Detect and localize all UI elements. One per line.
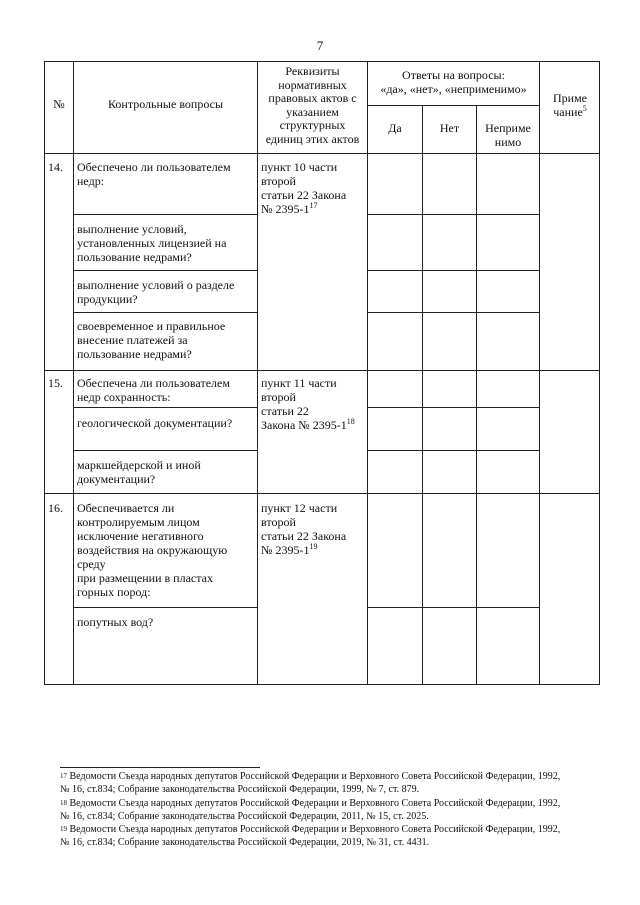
col-divider xyxy=(422,105,423,685)
header-yes: Да xyxy=(388,121,402,135)
text-line: статьи 22 xyxy=(261,404,309,418)
checklist-table xyxy=(44,61,600,685)
text-line: воздействия на окружающую xyxy=(77,543,228,557)
footnote-separator xyxy=(60,767,260,768)
text-line: правовых актов с xyxy=(268,91,357,105)
row-14-number: 14. xyxy=(48,160,63,174)
footnote-mark: 18 xyxy=(60,799,67,807)
act-reference xyxy=(261,376,365,432)
text-line: чание xyxy=(553,105,583,119)
header-requisites xyxy=(258,65,367,146)
q-line xyxy=(74,407,257,408)
text-line: пункт 11 части xyxy=(261,376,337,390)
page-number: 7 xyxy=(316,38,324,53)
question-text xyxy=(77,160,255,188)
row-15-bottom-line xyxy=(44,493,600,494)
text-line: пользование недрами? xyxy=(77,250,192,264)
text-line: № 2395-1 xyxy=(261,543,310,557)
text-line: маркшейдерской и иной xyxy=(77,458,201,472)
text-line: при размещении в пластах xyxy=(77,571,213,585)
a-line xyxy=(367,214,539,215)
text-line: горных пород: xyxy=(77,585,151,599)
text-line: второй xyxy=(261,174,296,188)
text-line: структурных xyxy=(279,118,346,132)
question-text xyxy=(77,458,255,486)
text-line: указанием xyxy=(286,104,339,119)
question-text xyxy=(77,501,255,599)
text-line: попутных вод? xyxy=(77,615,154,629)
footnote-reference: 18 xyxy=(346,417,355,426)
text-line: внесение платежей за xyxy=(77,333,188,347)
answers-subheader-line xyxy=(367,105,539,106)
text-line: № 2395-1 xyxy=(261,202,310,216)
text-line: Закона № 2395-1 xyxy=(261,418,347,432)
header-questions: Контрольные вопросы xyxy=(107,97,224,111)
question-text xyxy=(77,615,255,629)
col-divider xyxy=(539,61,540,685)
text-line: Обеспечивается ли xyxy=(77,501,175,515)
row-14-bottom-line xyxy=(44,370,600,371)
text-line: Обеспечена ли пользователем xyxy=(77,376,230,390)
q-line xyxy=(74,312,257,313)
text-line: № 16, ст.834; Собрание законодательства Российской Федерации, 2011, № 15, ст. 2025. xyxy=(60,810,429,822)
footnote-mark: 19 xyxy=(60,825,67,833)
header-not-applicable xyxy=(477,121,539,149)
text-line: статьи 22 Закона xyxy=(261,529,347,543)
q-line xyxy=(74,450,257,451)
question-text xyxy=(77,319,255,361)
q-line xyxy=(74,214,257,215)
col-divider xyxy=(73,61,74,685)
text-line: Ведомости Съезда народных депутатов Российской Федерации и Верховного Совета Российской Федерации, 1992, xyxy=(69,798,561,809)
text-line: документации? xyxy=(77,472,156,486)
text-line: своевременное и правильное xyxy=(77,319,226,333)
text-line: Ведомости Съезда народных депутатов Российской Федерации и Верховного Совета Российской Федерации, 1992, xyxy=(69,771,561,782)
text-line: нормативных xyxy=(278,77,347,92)
question-text xyxy=(77,416,255,430)
text-line: пункт 10 части xyxy=(261,160,338,174)
footnote xyxy=(60,771,605,796)
text-line: недр: xyxy=(77,174,105,188)
text-line: недр сохранность: xyxy=(77,390,171,404)
footnote xyxy=(60,824,605,849)
q-line xyxy=(74,270,257,271)
text-line: статьи 22 Закона xyxy=(261,188,347,202)
text-line: «да», «нет», «неприменимо» xyxy=(380,82,527,96)
footnote xyxy=(60,798,605,823)
text-line: Ведомости Съезда народных депутатов Российской Федерации и Верховного Совета Российской Федерации, 1992, xyxy=(69,824,561,835)
text-line: Неприме xyxy=(485,121,531,135)
text-line: нимо xyxy=(494,135,522,149)
text-line: второй xyxy=(261,390,296,404)
text-line: № 16, ст.834; Собрание законодательства Российской Федерации, 2019, № 31, ст. 4431. xyxy=(60,836,430,848)
act-reference xyxy=(261,160,365,216)
row-15-number: 15. xyxy=(48,376,63,390)
col-divider xyxy=(367,61,368,685)
row-16-number: 16. xyxy=(48,501,63,515)
text-line: выполнение условий, xyxy=(77,222,187,236)
text-line: исключение негативного xyxy=(77,529,204,543)
footnote-mark: 17 xyxy=(60,772,67,780)
header-note xyxy=(540,91,600,119)
a-line xyxy=(367,270,539,271)
footnote-reference: 19 xyxy=(309,542,318,551)
footnote-reference: 5 xyxy=(582,104,587,113)
table-border-top xyxy=(44,61,600,62)
a-line xyxy=(367,312,539,313)
text-line: среду xyxy=(77,557,106,571)
text-line: продукции? xyxy=(77,292,138,306)
text-line: Реквизиты xyxy=(285,64,340,78)
header-bottom-line xyxy=(44,153,600,154)
a-line xyxy=(367,450,539,451)
a-line xyxy=(367,407,539,408)
text-line: установленных лицензией на xyxy=(77,236,227,250)
text-line: пункт 12 части xyxy=(261,501,338,515)
q-line xyxy=(74,607,257,608)
header-number: № xyxy=(53,97,65,111)
text-line: геологической документации? xyxy=(77,416,233,430)
footnote-reference: 17 xyxy=(309,201,318,210)
table-border-right xyxy=(599,61,600,685)
text-line: единиц этих актов xyxy=(265,131,360,146)
text-line: Приме xyxy=(552,91,587,105)
question-text xyxy=(77,278,255,306)
header-answers xyxy=(368,68,539,96)
question-text xyxy=(77,376,255,404)
text-line: контролируемым лицом xyxy=(77,515,200,529)
text-line: пользование недрами? xyxy=(77,347,192,361)
a-line xyxy=(367,607,539,608)
table-border-left xyxy=(44,61,45,685)
text-line: второй xyxy=(261,515,296,529)
question-text xyxy=(77,222,255,264)
header-no: Нет xyxy=(439,121,460,135)
text-line: Обеспечено ли пользователем xyxy=(77,160,231,174)
table-border-bottom xyxy=(44,684,600,685)
text-line: Ответы на вопросы: xyxy=(402,68,505,82)
col-divider xyxy=(476,105,477,685)
text-line: выполнение условий о разделе xyxy=(77,278,235,292)
col-divider xyxy=(257,61,258,685)
text-line: № 16, ст.834; Собрание законодательства Российской Федерации, 1999, № 7, ст. 879. xyxy=(60,783,420,795)
act-reference xyxy=(261,501,365,557)
